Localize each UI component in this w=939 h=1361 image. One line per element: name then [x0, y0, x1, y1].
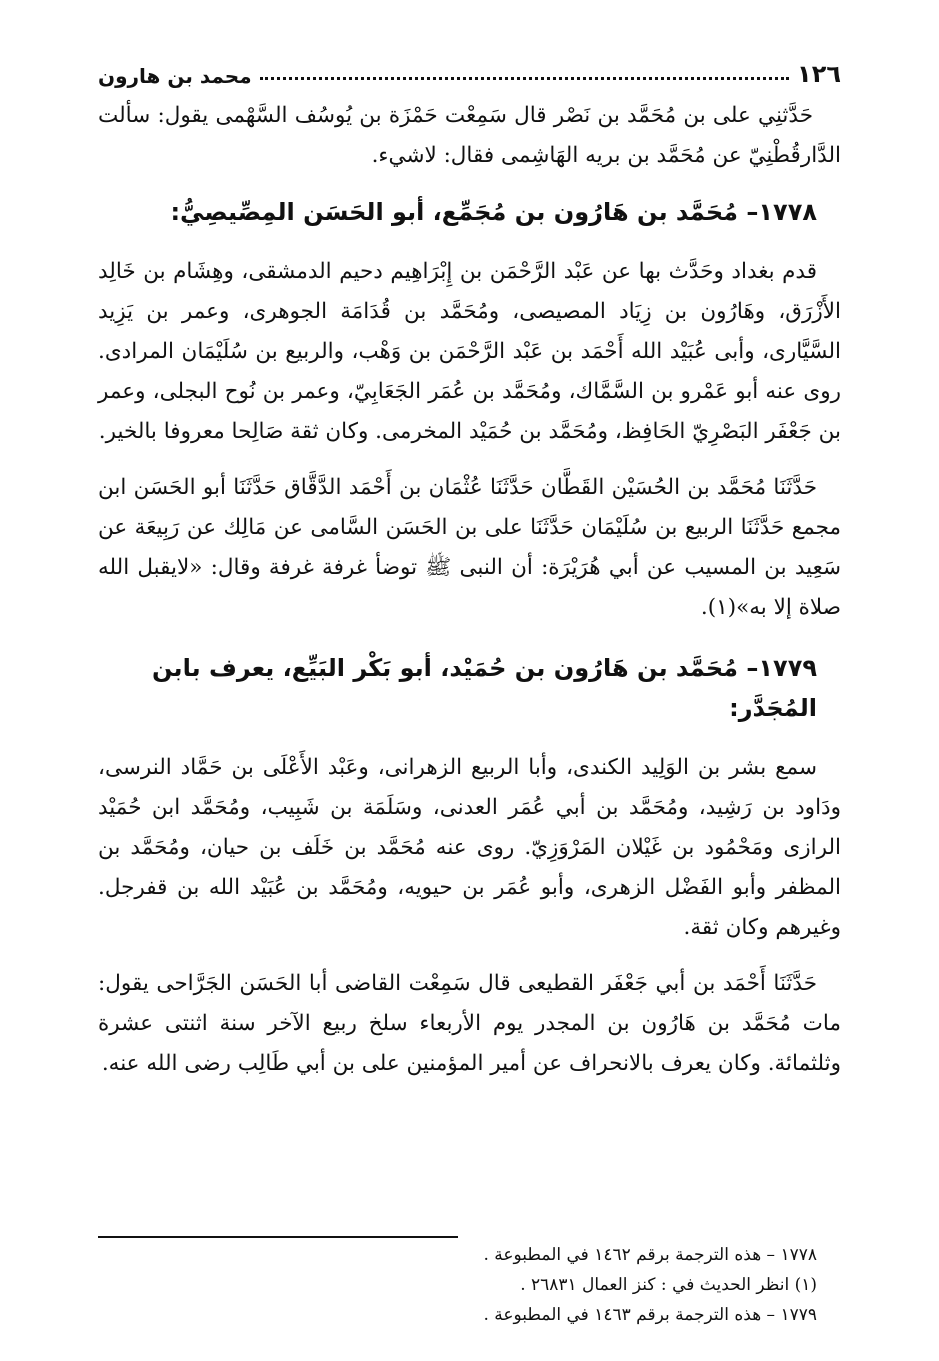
entry-1779-paragraph-2: حَدَّثَنَا أَحْمَد بن أبي جَعْفَر القطيعى قال سَمِعْت القاضى أبا الحَسَن الجَرَّاحى يقول: مات مُحَمَّد بن هَارُون بن المجدر يوم الأربعاء سلخ ربيع الآخر سنة اثنتى عشرة وثلثمائة. وكان يعرف بالانحراف عن أمير المؤمنين على بن أبي طَالِب رضى الله عنه.: [98, 971, 841, 1076]
footnote-separator: [98, 1236, 458, 1238]
entry-1778-paragraph-2: حَدَّثَنَا مُحَمَّد بن الحُسَيْن القَطَّان حَدَّثَنَا عُثْمَان بن أَحْمَد الدَّقَّاق حَدَّثَنَا أبو الحَسَن ابن مجمع حَدَّثَنَا الربيع بن سُلَيْمَان حَدَّثَنَا على بن الحَسَن السَّامى عن مَالِك عن رَبِيعَة عن سَعِيد بن المسيب عن أبي هُرَيْرَة: أن النبى ﷺ توضأ غرفة غرفة وقال: «لايقبل الله صلاة إلا به»(١).: [98, 475, 841, 620]
running-title: محمد بن هارون: [98, 64, 252, 88]
entry-1778-paragraph-1: قدم بغداد وحَدَّث بها عن عَبْد الرَّحْمَن بن إِبْرَاهِيم دحيم الدمشقى، وهِشَام بن خَالِد الأَزْرَق، وهَارُون بن زِيَاد المصيصى، ومُحَمَّد بن قُدَامَة الجوهرى، وعمر بن يَزِيد السَّيَّارى، وأبى عُبَيْد الله أَحْمَد بن عَبْد الرَّحْمَن بن وَهْب، والربيع بن سُلَيْمَان المرادى. روى عنه أبو عَمْرو بن السَّمَّاك، ومُحَمَّد بن عُمَر الجَعَابِيّ، وعمر بن نُوح البجلى، وعمر بن جَعْفَر البَصْرِيّ الحَافِظ، ومُحَمَّد بن حُمَيْد المخرمى. وكان ثقة صَالِحا معروفا بالخير.: [98, 259, 841, 444]
footnote-hadith-reference: (١) انظر الحديث في : كنز العمال ٢٦٨٣١ .: [520, 1275, 817, 1295]
entry-heading-1778: ١٧٧٨– مُحَمَّد بن هَارُون بن مُجَمِّع، أبو الحَسَن المِصِّيصِيُّ:: [170, 198, 817, 226]
intro-paragraph: حَدَّثنِي على بن مُحَمَّد بن نَصْر قال سَمِعْت حَمْزَة بن يُوسُف السَّهْمى يقول: سألت الدَّارقُطْنِيّ عن مُحَمَّد بن بريه الهَاشِمى فقال: لاشيء.: [98, 103, 841, 168]
footnotes: [98, 1240, 841, 1330]
footnote-1778: ١٧٧٨ – هذه الترجمة برقم ١٤٦٢ في المطبوعة .: [483, 1245, 817, 1265]
page-header: [98, 48, 841, 88]
main-text: [98, 96, 841, 1084]
footnote-1779: ١٧٧٩ – هذه الترجمة برقم ١٤٦٣ في المطبوعة .: [483, 1305, 817, 1325]
entry-1779-paragraph-1: سمع بشر بن الوَلِيد الكندى، وأبا الربيع الزهرانى، وعَبْد الأَعْلَى بن حَمَّاد النرسى، ودَاود بن رَشِيد، ومُحَمَّد بن أبي عُمَر العدنى، وسَلَمَة بن شَبِيب، ومُحَمَّد ابن حُمَيْد الرازى ومَحْمُود بن غَيْلان المَرْوَزِيّ. روى عنه مُحَمَّد بن خَلَف بن حيان، ومُحَمَّد بن المظفر وأبو الفَضْل الزهرى، وأبو عُمَر بن حيويه، ومُحَمَّد بن عُبَيْد الله بن قفرجل. وغيرهم وكان ثقة.: [98, 755, 841, 940]
header-dotted-leader: [260, 77, 789, 80]
entry-heading-1779: ١٧٧٩– مُحَمَّد بن هَارُون بن حُمَيْد، أبو بَكْر البَيِّع، يعرف بابن المُجَدَّر:: [151, 654, 817, 722]
page-number: ١٢٦: [797, 60, 841, 88]
